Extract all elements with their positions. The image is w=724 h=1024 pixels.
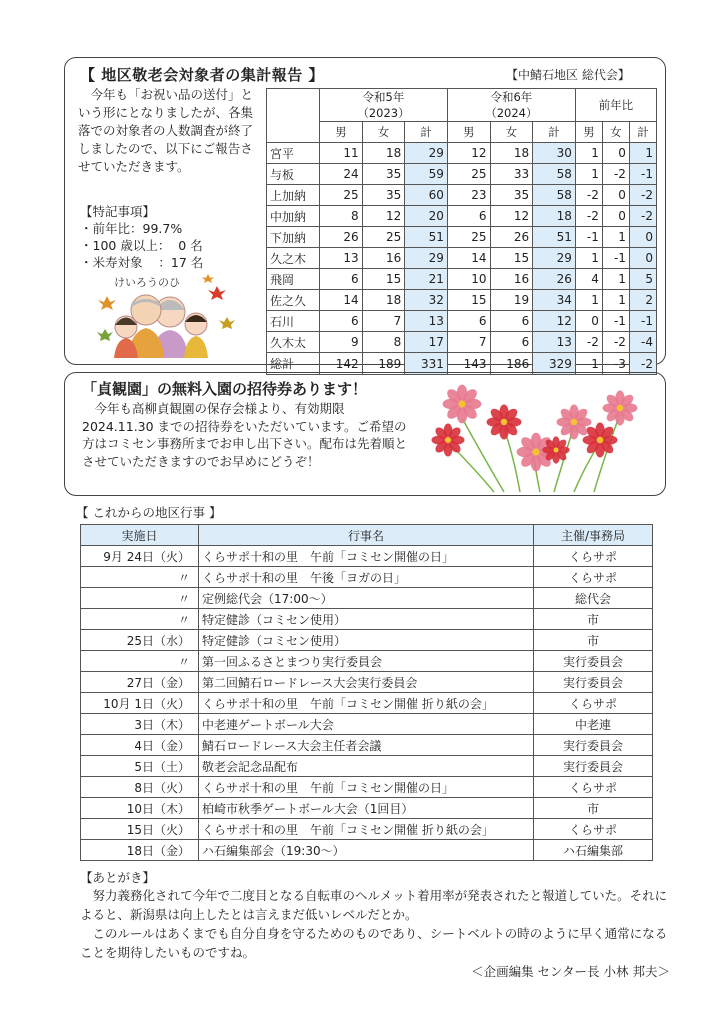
event-name: 鯖石ロードレース大会主任者会議 bbox=[199, 735, 534, 756]
r6-header: 令和6年 （2024） bbox=[447, 89, 575, 122]
table-cell: 51 bbox=[533, 227, 576, 248]
table-cell: 12 bbox=[533, 311, 576, 332]
event-organizer: くらサポ bbox=[534, 819, 653, 840]
table-cell: 6 bbox=[320, 311, 363, 332]
table-cell: 25 bbox=[320, 185, 363, 206]
table-cell: 15 bbox=[362, 269, 405, 290]
table-row bbox=[267, 311, 657, 332]
table-row bbox=[81, 756, 653, 777]
table-cell: -2 bbox=[575, 206, 602, 227]
district-name: 中加納 bbox=[267, 206, 320, 227]
table-cell: 8 bbox=[320, 206, 363, 227]
table-cell: 17 bbox=[405, 332, 448, 353]
district-name: 飛岡 bbox=[267, 269, 320, 290]
event-date: 9月 24日（火） bbox=[81, 546, 199, 567]
table-cell: 6 bbox=[447, 311, 490, 332]
district-name: 総計 bbox=[267, 353, 320, 375]
table-cell: -2 bbox=[602, 332, 629, 353]
survey-table bbox=[266, 88, 657, 375]
survey-organizer: 【中鯖石地区 総代会】 bbox=[506, 68, 630, 82]
logo-text: けいろうのひ bbox=[114, 276, 180, 289]
table-row bbox=[267, 269, 657, 290]
table-cell: 34 bbox=[533, 290, 576, 311]
table-cell: 1 bbox=[575, 353, 602, 375]
district-name: 下加納 bbox=[267, 227, 320, 248]
table-row bbox=[81, 546, 653, 567]
table-cell: 1 bbox=[575, 248, 602, 269]
cosmos-flower-icon bbox=[542, 436, 569, 463]
table-cell: -2 bbox=[575, 185, 602, 206]
event-name: 中老連ゲートボール大会 bbox=[199, 714, 534, 735]
table-cell: 14 bbox=[447, 248, 490, 269]
r5-header: 令和5年 （2023） bbox=[320, 89, 448, 122]
table-cell: 6 bbox=[490, 311, 533, 332]
district-name: 石川 bbox=[267, 311, 320, 332]
table-cell: 30 bbox=[533, 143, 576, 164]
event-date: 〃 bbox=[81, 651, 199, 672]
table-cell: 7 bbox=[447, 332, 490, 353]
table-cell: 14 bbox=[320, 290, 363, 311]
afterword-paragraph: このルールはあくまでも自分自身を守るためのものであり、シートベルトの時のように早く通常になることを期待したいものですね。 bbox=[80, 926, 668, 960]
table-cell: 0 bbox=[602, 185, 629, 206]
table-header-row bbox=[267, 89, 657, 122]
event-date: 10月 1日（火） bbox=[81, 693, 199, 714]
event-organizer: くらサポ bbox=[534, 567, 653, 588]
table-cell: -2 bbox=[602, 164, 629, 185]
total-header: 計 bbox=[629, 122, 656, 143]
table-row bbox=[81, 609, 653, 630]
table-cell: 142 bbox=[320, 353, 363, 375]
event-name: 特定健診（コミセン使用） bbox=[199, 630, 534, 651]
table-row bbox=[267, 164, 657, 185]
table-cell: 6 bbox=[447, 206, 490, 227]
table-cell: 7 bbox=[362, 311, 405, 332]
event-date: 27日（金） bbox=[81, 672, 199, 693]
district-name: 与板 bbox=[267, 164, 320, 185]
table-cell: -2 bbox=[629, 353, 656, 375]
event-date: 10日（木） bbox=[81, 798, 199, 819]
event-date: 〃 bbox=[81, 609, 199, 630]
table-subheader-row bbox=[267, 122, 657, 143]
table-cell: 0 bbox=[575, 311, 602, 332]
cosmos-flower-icon bbox=[557, 405, 592, 440]
table-cell: 12 bbox=[362, 206, 405, 227]
table-cell: 1 bbox=[602, 227, 629, 248]
table-cell: 1 bbox=[575, 164, 602, 185]
table-cell: -2 bbox=[575, 332, 602, 353]
female-header: 女 bbox=[602, 122, 629, 143]
table-row bbox=[81, 651, 653, 672]
event-date: 5日（土） bbox=[81, 756, 199, 777]
table-row bbox=[267, 206, 657, 227]
afterword-signature: ＜企画編集 センター長 小林 邦夫＞ bbox=[471, 964, 670, 979]
table-row bbox=[267, 332, 657, 353]
table-cell: 25 bbox=[362, 227, 405, 248]
table-cell: 23 bbox=[447, 185, 490, 206]
diff-header: 前年比 bbox=[575, 89, 656, 122]
table-row bbox=[267, 143, 657, 164]
event-name: 柏崎市秋季ゲートボール大会（1回目） bbox=[199, 798, 534, 819]
table-cell: 10 bbox=[447, 269, 490, 290]
event-name: 特定健診（コミセン使用） bbox=[199, 609, 534, 630]
event-organizer: 市 bbox=[534, 609, 653, 630]
event-organizer: 実行委員会 bbox=[534, 756, 653, 777]
table-cell: 12 bbox=[447, 143, 490, 164]
table-cell: 0 bbox=[602, 206, 629, 227]
event-name: くらサポ十和の里 午前「コミセン開催 折り紙の会」 bbox=[199, 693, 534, 714]
table-cell: 35 bbox=[490, 185, 533, 206]
table-cell: 24 bbox=[320, 164, 363, 185]
afterword-title: 【あとがき】 bbox=[80, 870, 156, 885]
table-row bbox=[81, 567, 653, 588]
event-organizer: 市 bbox=[534, 630, 653, 651]
table-cell: 35 bbox=[362, 185, 405, 206]
ticket-title: 「貞観園」の無料入園の招待券あります！ bbox=[82, 380, 368, 398]
table-cell: 18 bbox=[533, 206, 576, 227]
table-row bbox=[267, 227, 657, 248]
table-cell: 9 bbox=[320, 332, 363, 353]
table-cell: 25 bbox=[447, 164, 490, 185]
table-cell: 1 bbox=[575, 143, 602, 164]
table-cell: 51 bbox=[405, 227, 448, 248]
table-row bbox=[81, 693, 653, 714]
table-row bbox=[81, 819, 653, 840]
table-cell: -1 bbox=[575, 227, 602, 248]
table-cell: 331 bbox=[405, 353, 448, 375]
events-table bbox=[80, 524, 653, 861]
event-name: くらサポ十和の里 午後「ヨガの日」 bbox=[199, 567, 534, 588]
male-header: 男 bbox=[320, 122, 363, 143]
table-cell: 29 bbox=[533, 248, 576, 269]
cosmos-flower-icon bbox=[583, 423, 618, 458]
event-date: 4日（金） bbox=[81, 735, 199, 756]
events-title: 【 これからの地区行事 】 bbox=[76, 505, 222, 520]
table-row bbox=[81, 672, 653, 693]
table-cell: 20 bbox=[405, 206, 448, 227]
district-name: 佐之久 bbox=[267, 290, 320, 311]
table-row bbox=[81, 777, 653, 798]
table-cell: 18 bbox=[362, 143, 405, 164]
table-cell: 1 bbox=[629, 143, 656, 164]
event-organizer: 中老連 bbox=[534, 714, 653, 735]
elderly-family-illustration bbox=[96, 272, 236, 358]
blank-header bbox=[267, 89, 320, 143]
table-cell: 329 bbox=[533, 353, 576, 375]
table-cell: -1 bbox=[629, 164, 656, 185]
event-organizer: 市 bbox=[534, 798, 653, 819]
table-cell: 16 bbox=[490, 269, 533, 290]
table-row bbox=[81, 630, 653, 651]
table-cell: 12 bbox=[490, 206, 533, 227]
event-date: 〃 bbox=[81, 588, 199, 609]
table-cell: 4 bbox=[575, 269, 602, 290]
table-cell: -3 bbox=[602, 353, 629, 375]
table-row bbox=[81, 735, 653, 756]
event-name: くらサポ十和の里 午前「コミセン開催の日」 bbox=[199, 777, 534, 798]
event-organizer: くらサポ bbox=[534, 777, 653, 798]
male-header: 男 bbox=[575, 122, 602, 143]
table-cell: 18 bbox=[490, 143, 533, 164]
event-organizer: 実行委員会 bbox=[534, 651, 653, 672]
event-date: 8日（火） bbox=[81, 777, 199, 798]
table-cell: 26 bbox=[533, 269, 576, 290]
afterword-body bbox=[80, 886, 670, 981]
ticket-body: 今年も高柳貞観園の保存会様より、有効期限2024.11.30 までの招待券をいただいています。ご希望の方はコミセン事務所までお申し出下さい。配布は先着順とさせていただきますのでお早めにどうぞ！ bbox=[82, 401, 408, 469]
cosmos-flowers-illustration bbox=[424, 378, 656, 494]
table-cell: 21 bbox=[405, 269, 448, 290]
event-organizer: くらサポ bbox=[534, 546, 653, 567]
table-cell: 186 bbox=[490, 353, 533, 375]
total-header: 計 bbox=[533, 122, 576, 143]
date-header: 実施日 bbox=[81, 525, 199, 546]
table-cell: -1 bbox=[602, 311, 629, 332]
table-cell: 11 bbox=[320, 143, 363, 164]
table-row bbox=[267, 185, 657, 206]
table-row bbox=[267, 248, 657, 269]
event-name-header: 行事名 bbox=[199, 525, 534, 546]
table-cell: 1 bbox=[575, 290, 602, 311]
survey-intro: 今年も「お祝い品の送付」という形にとなりましたが、各集落での対象者の人数調査が終了しましたので、以下にご報告させていただきます。 bbox=[78, 87, 254, 174]
table-cell: 5 bbox=[629, 269, 656, 290]
table-cell: 25 bbox=[447, 227, 490, 248]
table-row bbox=[81, 840, 653, 861]
event-date: 18日（金） bbox=[81, 840, 199, 861]
table-cell: -2 bbox=[629, 206, 656, 227]
table-row bbox=[81, 798, 653, 819]
table-cell: 15 bbox=[490, 248, 533, 269]
table-row bbox=[81, 588, 653, 609]
event-organizer: ハ石編集部 bbox=[534, 840, 653, 861]
table-cell: -4 bbox=[629, 332, 656, 353]
table-row bbox=[81, 714, 653, 735]
event-organizer: 実行委員会 bbox=[534, 735, 653, 756]
table-cell: 16 bbox=[362, 248, 405, 269]
note-item: ・前年比：99.7% bbox=[80, 221, 183, 236]
cosmos-flower-icon bbox=[432, 424, 465, 457]
table-cell: 35 bbox=[362, 164, 405, 185]
event-name: くらサポ十和の里 午前「コミセン開催 折り紙の会」 bbox=[199, 819, 534, 840]
table-cell: 143 bbox=[447, 353, 490, 375]
table-cell: 13 bbox=[320, 248, 363, 269]
table-cell: 29 bbox=[405, 143, 448, 164]
table-cell: -2 bbox=[629, 185, 656, 206]
event-organizer: くらサポ bbox=[534, 693, 653, 714]
total-header: 計 bbox=[405, 122, 448, 143]
event-organizer: 実行委員会 bbox=[534, 672, 653, 693]
cosmos-flower-icon bbox=[443, 385, 482, 424]
event-name: ハ石編集部会（19:30〜） bbox=[199, 840, 534, 861]
event-date: 15日（火） bbox=[81, 819, 199, 840]
table-cell: 60 bbox=[405, 185, 448, 206]
note-item: ・米寿対象 ：17 名 bbox=[80, 255, 204, 270]
event-organizer: 総代会 bbox=[534, 588, 653, 609]
cosmos-flower-icon bbox=[487, 405, 522, 440]
survey-title: 【 地区敬老会対象者の集計報告 】 bbox=[80, 66, 324, 84]
cosmos-flower-icon bbox=[432, 385, 638, 472]
table-cell: -1 bbox=[629, 311, 656, 332]
event-name: 第一回ふるさとまつり実行委員会 bbox=[199, 651, 534, 672]
table-cell: 1 bbox=[602, 269, 629, 290]
event-name: 定例総代会（17:00〜） bbox=[199, 588, 534, 609]
event-date: 3日（木） bbox=[81, 714, 199, 735]
district-name: 久木太 bbox=[267, 332, 320, 353]
table-cell: 8 bbox=[362, 332, 405, 353]
table-cell: 6 bbox=[320, 269, 363, 290]
table-cell: 0 bbox=[629, 227, 656, 248]
table-cell: 26 bbox=[320, 227, 363, 248]
event-name: くらサポ十和の里 午前「コミセン開催の日」 bbox=[199, 546, 534, 567]
cosmos-flower-icon bbox=[603, 391, 638, 426]
female-header: 女 bbox=[362, 122, 405, 143]
district-name: 久之木 bbox=[267, 248, 320, 269]
district-name: 上加納 bbox=[267, 185, 320, 206]
table-cell: -1 bbox=[602, 248, 629, 269]
table-cell: 0 bbox=[629, 248, 656, 269]
event-name: 敬老会記念品配布 bbox=[199, 756, 534, 777]
table-cell: 189 bbox=[362, 353, 405, 375]
table-row bbox=[267, 290, 657, 311]
table-cell: 6 bbox=[490, 332, 533, 353]
note-item: ・100 歳以上： 0 名 bbox=[80, 238, 203, 253]
table-cell: 29 bbox=[405, 248, 448, 269]
event-date: 25日（水） bbox=[81, 630, 199, 651]
table-cell: 58 bbox=[533, 185, 576, 206]
table-cell: 13 bbox=[405, 311, 448, 332]
event-name: 第二回鯖石ロードレース大会実行委員会 bbox=[199, 672, 534, 693]
male-header: 男 bbox=[447, 122, 490, 143]
female-header: 女 bbox=[490, 122, 533, 143]
table-cell: 59 bbox=[405, 164, 448, 185]
notes-heading: 【特記事項】 bbox=[80, 204, 156, 219]
table-cell: 26 bbox=[490, 227, 533, 248]
district-name: 宮平 bbox=[267, 143, 320, 164]
table-cell: 18 bbox=[362, 290, 405, 311]
table-cell: 32 bbox=[405, 290, 448, 311]
table-cell: 13 bbox=[533, 332, 576, 353]
events-header-row bbox=[81, 525, 653, 546]
table-cell: 0 bbox=[602, 143, 629, 164]
event-date: 〃 bbox=[81, 567, 199, 588]
table-cell: 33 bbox=[490, 164, 533, 185]
special-notes bbox=[80, 203, 203, 271]
table-cell: 19 bbox=[490, 290, 533, 311]
afterword-paragraph: 努力義務化されて今年で二度目となる自転車のヘルメット着用率が発表されたと報道していた。それによると、新潟県は向上したとは言えまだ低いレベルだとか。 bbox=[80, 888, 668, 922]
table-cell: 1 bbox=[602, 290, 629, 311]
table-cell: 15 bbox=[447, 290, 490, 311]
table-cell: 2 bbox=[629, 290, 656, 311]
table-cell: 58 bbox=[533, 164, 576, 185]
organizer-header: 主催/事務局 bbox=[534, 525, 653, 546]
